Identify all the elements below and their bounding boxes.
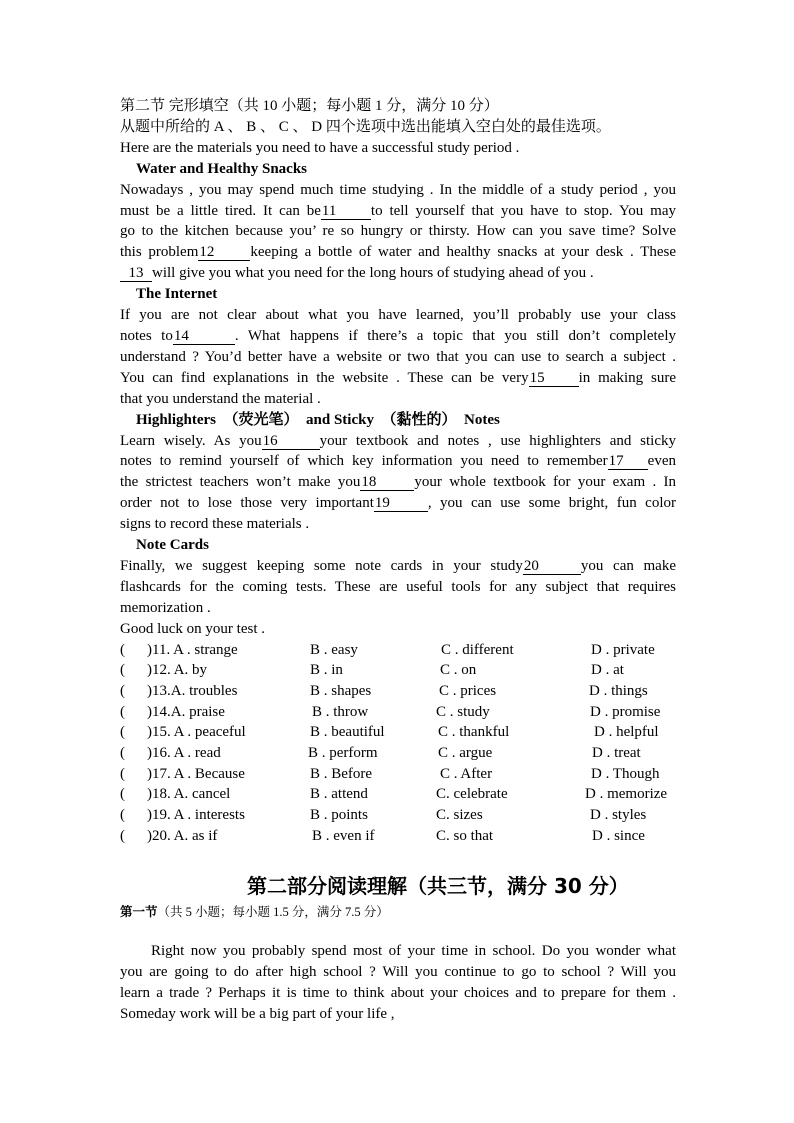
section-instruction: 从题中所给的 A 、 B 、 C 、 D 四个选项中选出能填入空白处的最佳选项。 xyxy=(120,118,611,135)
passage-line: understand ? You’d better have a website or two that you can use to search a subject . xyxy=(120,348,676,365)
text-segment: order not to lose those very important xyxy=(120,495,374,512)
option-c: C. celebrate xyxy=(436,786,508,803)
option-b: B . beautiful xyxy=(310,724,385,741)
option-b: B . points xyxy=(310,807,368,824)
blank-17: 17 xyxy=(608,454,648,470)
option-a: )11. A . strange xyxy=(147,641,238,658)
option-row xyxy=(120,702,676,723)
option-row xyxy=(120,681,676,702)
blank-13: 13 xyxy=(120,266,152,282)
passage-line: that you understand the material . xyxy=(120,390,321,407)
option-c: C. so that xyxy=(436,827,494,844)
option-row xyxy=(120,640,676,661)
option-row xyxy=(120,660,676,681)
blank-15: 15 xyxy=(529,371,579,387)
answer-paren[interactable]: ( xyxy=(120,807,125,824)
blank-11: 11 xyxy=(321,204,371,220)
option-c: C . argue xyxy=(438,745,493,761)
text-segment: your textbook and notes , use highlighters and sticky xyxy=(319,432,676,449)
option-b: B . shapes xyxy=(310,682,372,699)
passage-intro: Here are the materials you need to have a successful study period . xyxy=(120,139,520,156)
passage-line xyxy=(120,201,676,222)
passage-line xyxy=(120,451,676,472)
option-b: B . throw xyxy=(312,703,369,720)
option-d: D . promise xyxy=(590,703,661,720)
blank-18: 18 xyxy=(360,475,414,491)
option-d: D . styles xyxy=(590,807,647,824)
answer-paren[interactable]: ( xyxy=(120,641,125,658)
option-c: C . on xyxy=(440,662,477,679)
text-segment: must be a little tired. It can be xyxy=(120,202,321,219)
reading-passage xyxy=(120,941,676,1025)
option-d: D . treat xyxy=(592,745,641,761)
text-segment: keeping a bottle of water and healthy snacks at your desk . These xyxy=(250,244,677,261)
text-segment: . What happens if there’s a topic that you still don’t completely xyxy=(234,327,676,344)
answer-paren[interactable]: ( xyxy=(120,662,125,679)
passage-line xyxy=(120,472,676,493)
part-title: 第二部分阅读理解（共三节，满分 30 分） xyxy=(247,874,629,898)
option-a: )16. A . read xyxy=(147,745,221,761)
option-d: D . private xyxy=(591,641,655,658)
text-segment: your whole textbook for your exam . In xyxy=(414,474,677,491)
passage-line xyxy=(120,263,676,284)
option-a: )19. A . interests xyxy=(147,807,245,824)
text-segment: in making sure xyxy=(578,369,676,386)
passage-line xyxy=(120,556,676,577)
passage-line: signs to record these materials . xyxy=(120,516,310,533)
passage-line xyxy=(120,242,676,263)
option-a: )17. A . Because xyxy=(147,765,245,782)
option-b: B . attend xyxy=(310,786,368,803)
heading-part: （荧光笔） xyxy=(223,411,299,428)
option-d: D . things xyxy=(589,682,648,699)
text-segment: to tell yourself that you have to stop. You may xyxy=(370,202,676,219)
answer-paren[interactable]: ( xyxy=(120,703,125,720)
blank-16: 16 xyxy=(262,434,320,450)
text-segment: the strictest teachers won’t make you xyxy=(120,474,361,491)
heading-internet: The Internet xyxy=(136,286,218,303)
option-c: C. sizes xyxy=(436,807,483,824)
passage-line: you are going to do after high school ? Will you continue to go to school ? Will you xyxy=(120,963,676,980)
cloze-section xyxy=(120,96,676,846)
option-a: )18. A. cancel xyxy=(147,786,231,803)
blank-14: 14 xyxy=(173,329,235,345)
answer-paren[interactable]: ( xyxy=(120,765,125,782)
option-a: )20. A. as if xyxy=(147,827,218,844)
passage-line: Nowadays , you may spend much time studying . In the middle of a study period , you xyxy=(120,181,676,198)
option-d: D . at xyxy=(591,662,624,679)
option-row xyxy=(120,784,676,805)
option-c: C . thankful xyxy=(438,724,510,741)
blank-12: 12 xyxy=(198,245,250,261)
passage-line: flashcards for the coming tests. These are useful tools for any subject that requires xyxy=(120,578,676,595)
text-segment: this problem xyxy=(120,244,199,261)
option-a: )12. A. by xyxy=(147,662,207,679)
option-b: B . easy xyxy=(310,641,358,658)
passage-line: Someday work will be a big part of your life , xyxy=(120,1005,395,1022)
option-b: B . in xyxy=(310,662,343,679)
text-segment: , you can use some bright, fun color xyxy=(427,495,676,512)
text-segment: even xyxy=(647,453,676,470)
passage-line: memorization . xyxy=(120,599,211,616)
answer-paren[interactable]: ( xyxy=(120,786,125,803)
heading-note-cards: Note Cards xyxy=(136,537,209,554)
option-b: B . even if xyxy=(312,827,375,844)
heading-water-snacks: Water and Healthy Snacks xyxy=(136,160,307,177)
section-info: （共 5 小题；每小题 1.5 分，满分 7.5 分） xyxy=(157,905,389,919)
text-segment: You can find explanations in the website . These can be very xyxy=(120,369,529,386)
option-c: C . prices xyxy=(439,682,497,699)
option-d: D . memorize xyxy=(585,786,668,803)
heading-part: Notes xyxy=(464,411,500,428)
options-list xyxy=(120,640,676,847)
option-c: C . study xyxy=(436,703,490,720)
text-segment: Finally, we suggest keeping some note cards in your study xyxy=(120,557,523,574)
passage-line: Right now you probably spend most of your time in school. Do you wonder what xyxy=(151,943,676,959)
option-row xyxy=(120,743,676,764)
heading-part: Highlighters xyxy=(136,411,217,428)
text-segment: you can make xyxy=(580,557,676,574)
blank-19: 19 xyxy=(374,496,428,512)
answer-paren[interactable]: ( xyxy=(120,745,125,761)
passage-line xyxy=(120,493,676,514)
option-row xyxy=(120,722,676,743)
option-row xyxy=(120,764,676,785)
passage-line xyxy=(120,326,676,347)
section-label: 第一节 xyxy=(120,905,158,919)
heading-part: （黏性的） xyxy=(381,411,457,428)
blank-20: 20 xyxy=(523,559,581,575)
passage-line: Good luck on your test . xyxy=(120,620,265,637)
option-b: B . perform xyxy=(308,745,378,761)
option-a: )15. A . peaceful xyxy=(147,724,246,741)
section-title: 第二节 完形填空（共 10 小题；每小题 1 分，满分 10 分） xyxy=(120,98,499,114)
option-d: D . since xyxy=(592,827,645,844)
option-c: C . different xyxy=(441,641,514,658)
text-segment: notes to remind yourself of which key information you need to remember xyxy=(120,453,608,470)
option-a: )14.A. praise xyxy=(147,703,225,720)
heading-part: and Sticky xyxy=(306,411,374,428)
option-d: D . helpful xyxy=(594,724,659,741)
passage-line: If you are not clear about what you have learned, you’ll probably use your class xyxy=(120,307,676,324)
option-b: B . Before xyxy=(310,765,373,782)
option-row xyxy=(120,826,676,847)
passage-line: learn a trade ? Perhaps it is time to think about your choices and to prepare for them . xyxy=(120,984,676,1001)
passage-line xyxy=(120,368,676,389)
text-segment: will give you what you need for the long hours of studying ahead of you . xyxy=(152,265,594,282)
answer-paren[interactable]: ( xyxy=(120,827,125,844)
passage-line: go to the kitchen because you’ re so hungry or thirsty. How can you save time? Solve xyxy=(120,223,676,240)
option-row xyxy=(120,805,676,826)
answer-paren[interactable]: ( xyxy=(120,682,125,699)
option-d: D . Though xyxy=(591,765,660,782)
section-heading xyxy=(120,902,389,920)
answer-paren[interactable]: ( xyxy=(120,724,125,741)
option-c: C . After xyxy=(440,765,493,782)
heading-highlighters xyxy=(120,410,676,431)
option-a: )13.A. troubles xyxy=(147,682,238,699)
text-segment: notes to xyxy=(120,327,173,344)
text-segment: Learn wisely. As you xyxy=(120,432,262,449)
passage-line xyxy=(120,431,676,452)
